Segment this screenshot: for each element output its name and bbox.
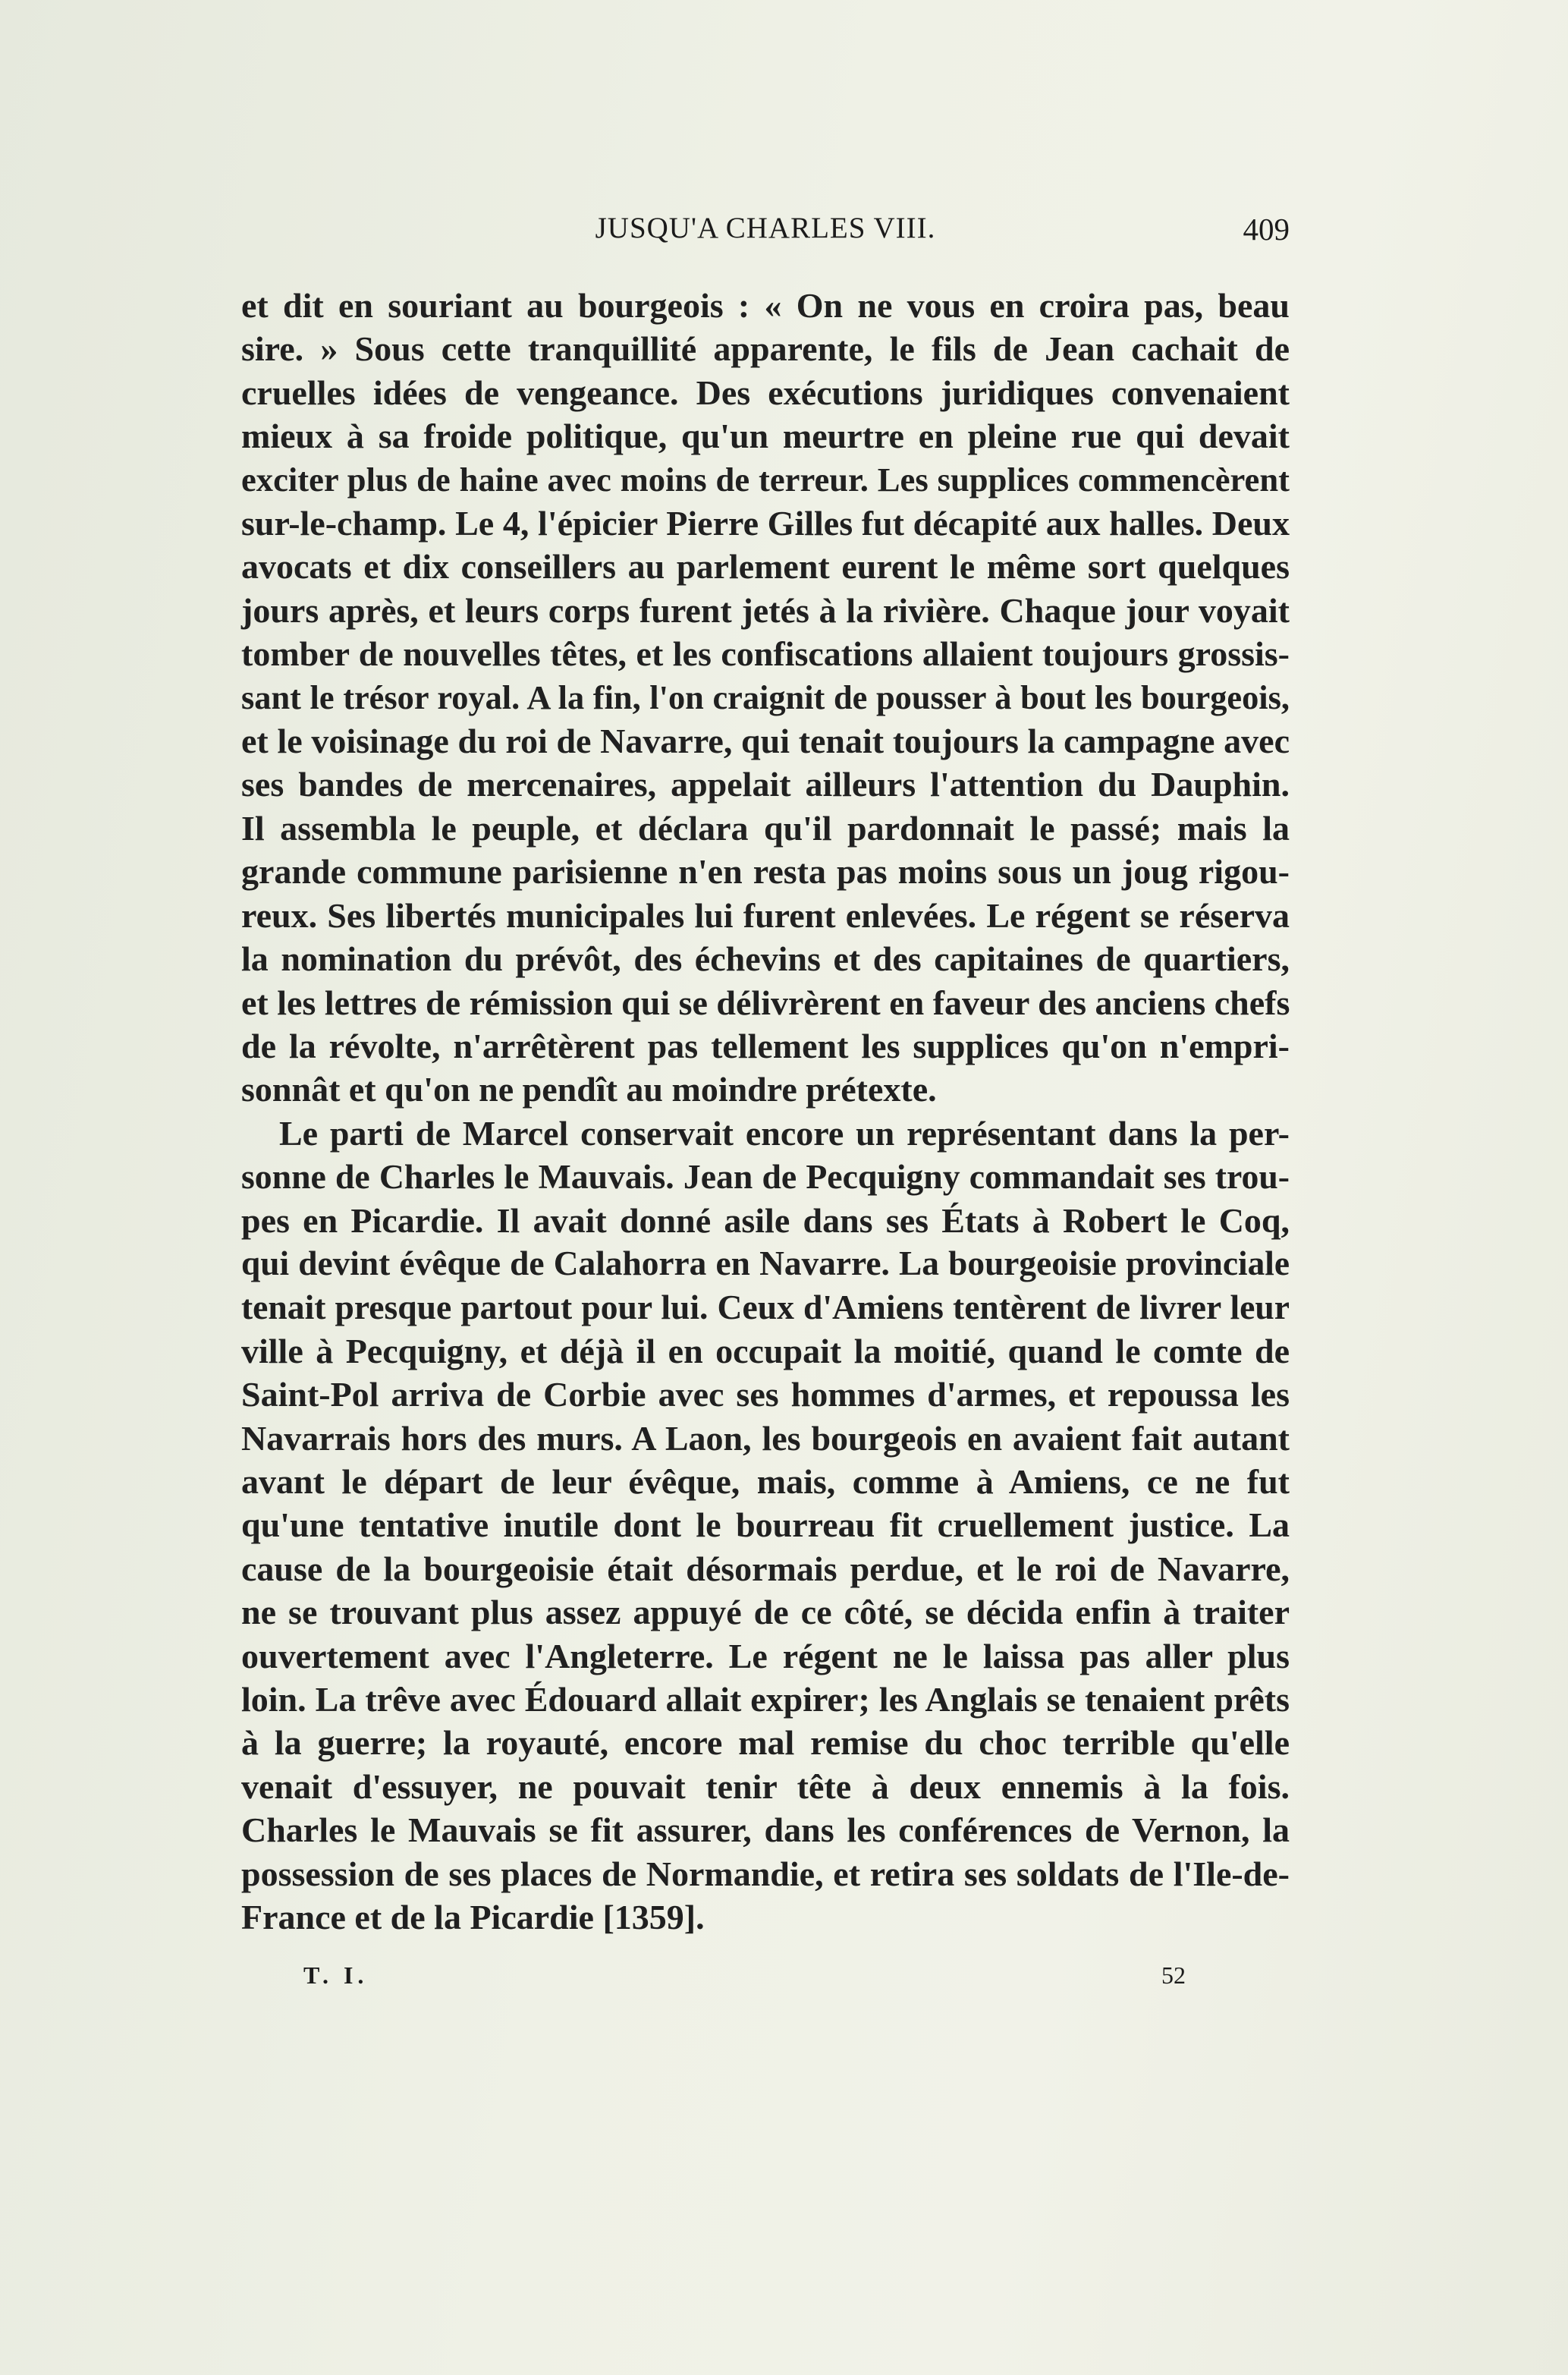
text-line: mieux à sa froide politique, qu'un meurtre en pleine rue qui devait	[241, 417, 1290, 456]
text-line: loin. La trêve avec Édouard allait expirer; les Anglais se tenaient prêts	[241, 1680, 1290, 1719]
text-line: cruelles idées de vengeance. Des exécutions juridiques convenaient	[241, 373, 1290, 412]
text-line: qui devint évêque de Calahorra en Navarre. La bourgeoisie provinciale	[241, 1244, 1290, 1282]
text-line: avant le départ de leur évêque, mais, comme à Amiens, ce ne fut	[241, 1461, 1290, 1501]
running-title: JUSQU'A CHARLES VIII.	[595, 212, 936, 244]
text-line: Charles le Mauvais se fit assurer, dans les conférences de Vernon, la	[241, 1810, 1290, 1850]
text-line: sonne de Charles le Mauvais. Jean de Pecquigny commandait ses trou-	[241, 1157, 1290, 1197]
text-line: avocats et dix conseillers au parlement eurent le même sort quelques	[241, 547, 1290, 587]
text-line: exciter plus de haine avec moins de terreur. Les supplices commencèrent	[241, 460, 1290, 499]
text-line: reux. Ses libertés municipales lui furent enlevées. Le régent se réserva	[241, 895, 1290, 935]
text-line: Navarrais hors des murs. A Laon, les bourgeois en avaient fait autant	[241, 1418, 1290, 1458]
body-text	[241, 284, 1290, 1939]
text-line: tomber de nouvelles têtes, et les confiscations allaient toujours grossis-	[241, 634, 1290, 674]
text-line: la nomination du prévôt, des échevins et des capitaines de quartiers,	[241, 939, 1290, 979]
text-line: ne se trouvant plus assez appuyé de ce côté, se décida enfin à traiter	[241, 1593, 1290, 1632]
volume-signature: T. I.	[303, 1961, 369, 1989]
text-line: ouvertement avec l'Angleterre. Le régent ne le laissa pas aller plus	[241, 1636, 1290, 1675]
text-line: venait d'essuyer, ne pouvait tenir tête à deux ennemis à la fois.	[241, 1766, 1290, 1806]
paragraph-1	[241, 284, 1290, 1112]
text-line: ville à Pecquigny, et déjà il en occupait la moitié, quand le comte de	[241, 1331, 1290, 1370]
text-line: et les lettres de rémission qui se délivrèrent en faveur des anciens chefs	[241, 983, 1290, 1022]
text-line: sur-le-champ. Le 4, l'épicier Pierre Gilles fut décapité aux halles. Deux	[241, 504, 1290, 543]
paragraph-2	[241, 1112, 1290, 1939]
text-line: Le parti de Marcel conservait encore un représentant dans la per-	[279, 1113, 1290, 1153]
text-line: sant le trésor royal. A la fin, l'on craignit de pousser à bout les bourgeois,	[241, 678, 1290, 716]
text-line: Saint-Pol arriva de Corbie avec ses hommes d'armes, et repoussa les	[241, 1375, 1290, 1414]
text-line: sonnât et qu'on ne pendît au moindre prétexte.	[241, 1070, 937, 1109]
text-line: de la révolte, n'arrêtèrent pas tellement les supplices qu'on n'empri-	[241, 1026, 1290, 1065]
text-line: à la guerre; la royauté, encore mal remise du choc terrible qu'elle	[241, 1723, 1290, 1763]
running-head	[241, 211, 1290, 256]
text-line: sire. » Sous cette tranquillité apparente, le fils de Jean cachait de	[241, 329, 1290, 369]
sheet-signature: 52	[1161, 1961, 1186, 1989]
text-line: cause de la bourgeoisie était désormais perdue, et le roi de Navarre,	[241, 1549, 1290, 1588]
text-line: possession de ses places de Normandie, et retira ses soldats de l'Ile-de-	[241, 1854, 1290, 1893]
text-line: grande commune parisienne n'en resta pas moins sous un joug rigou-	[241, 852, 1290, 892]
page-number: 409	[1243, 212, 1290, 247]
text-line: et le voisinage du roi de Navarre, qui tenait toujours la campagne avec	[241, 722, 1290, 761]
text-line: et dit en souriant au bourgeois : « On ne vous en croira pas, beau	[241, 286, 1290, 325]
text-line: France et de la Picardie [1359].	[241, 1898, 705, 1937]
text-line: tenait presque partout pour lui. Ceux d'Amiens tentèrent de livrer leur	[241, 1288, 1290, 1327]
text-line: qu'une tentative inutile dont le bourreau fit cruellement justice. La	[241, 1505, 1290, 1545]
text-line: Il assembla le peuple, et déclara qu'il pardonnait le passé; mais la	[241, 808, 1290, 848]
page-footer	[241, 1961, 1290, 1992]
text-line: ses bandes de mercenaires, appelait ailleurs l'attention du Dauphin.	[241, 765, 1290, 804]
text-line: pes en Picardie. Il avait donné asile dans ses États à Robert le Coq,	[241, 1200, 1290, 1240]
text-line: jours après, et leurs corps furent jetés à la rivière. Chaque jour voyait	[241, 590, 1290, 630]
